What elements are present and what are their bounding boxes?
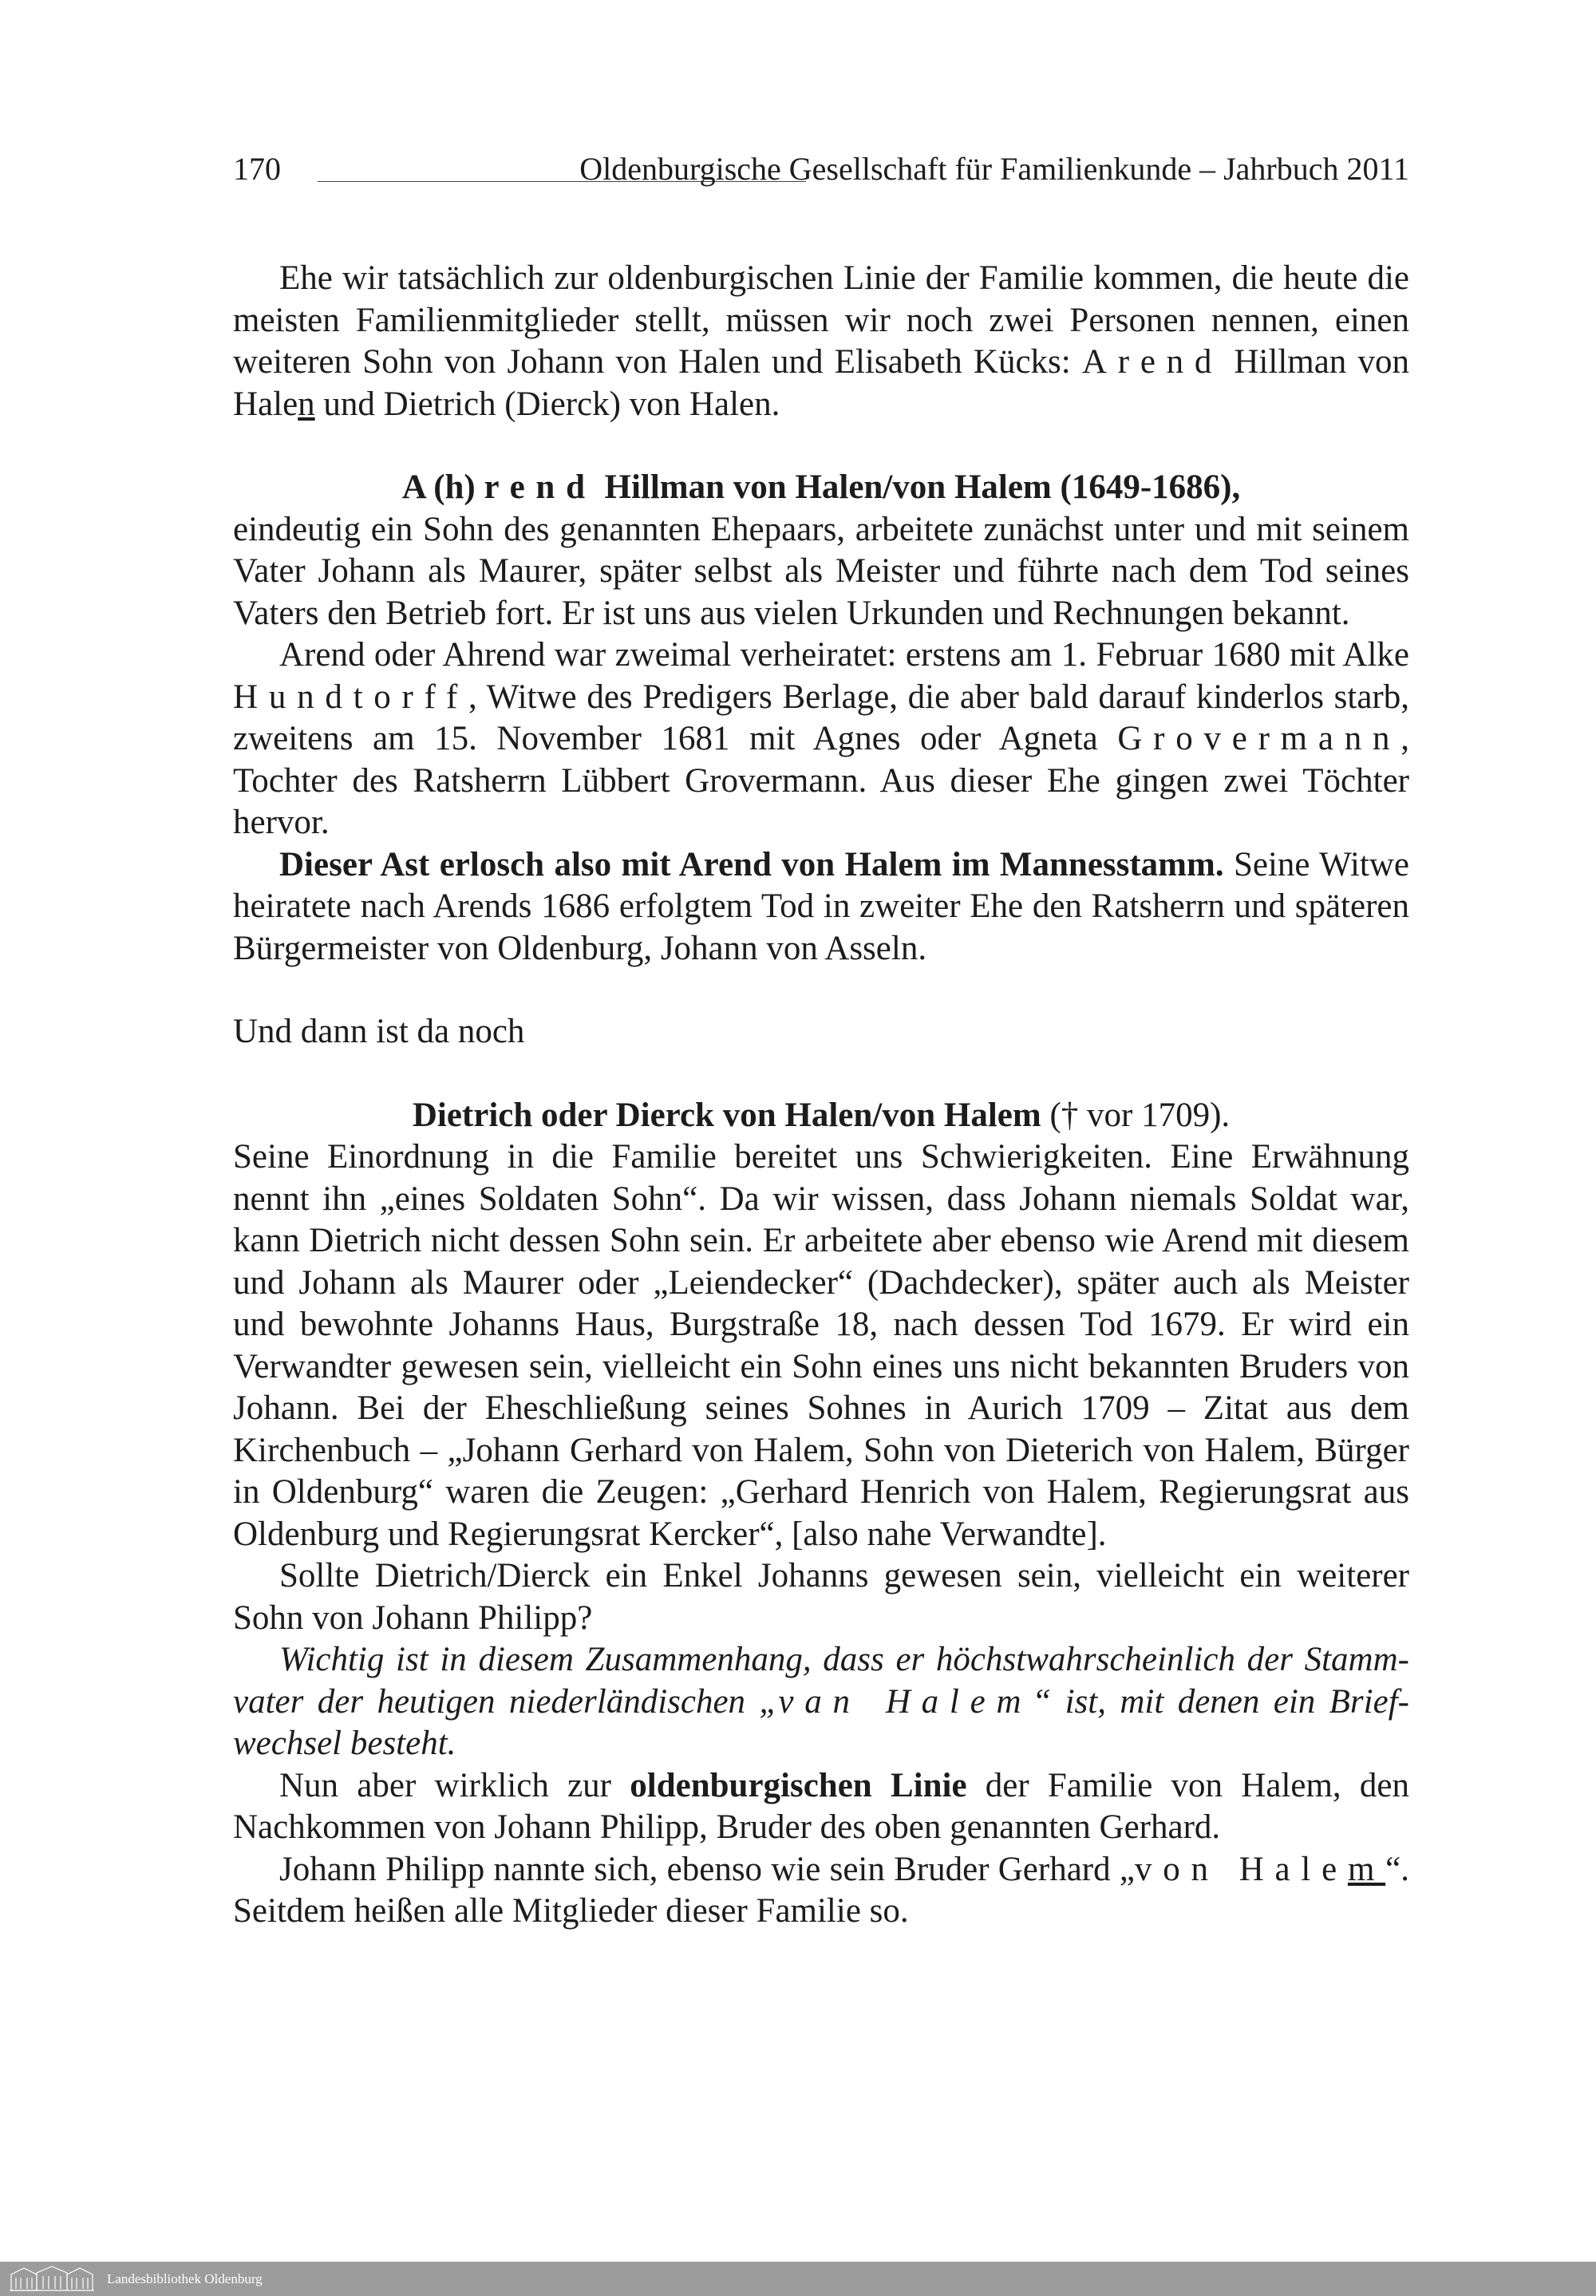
paragraph-text: Johann Philipp nannte sich, ebenso wie sein Bruder Gerhard „ [279, 1850, 1135, 1888]
body-text [233, 258, 1409, 1933]
paragraph-text: Nun aber wirklich zur [279, 1766, 630, 1804]
intro-text: und Dietrich (Dierck) von Halen. [314, 385, 780, 423]
running-header [233, 145, 1409, 193]
paragraph-text: “ ist, mit denen ein Briefwechsel besteht. [233, 1682, 1409, 1762]
paragraph-text: Seine Witwe heiratete nach Arends 1686 erfolgtem Tod in zweiter Ehe den Ratsherrn und späteren Bürgermeister von Oldenburg, Johann von Asseln. [233, 845, 1409, 967]
heading-text: Hillman von Halen/von Halem (1649-1686), [595, 468, 1241, 506]
section-heading-dietrich [233, 1095, 1409, 1137]
bold-statement: Dieser Ast erlosch also mit Arend von Halem im Mannesstamm. [279, 845, 1224, 883]
paragraph-text: , Witwe des Predigers Berlage, die aber bald darauf kinderlos starb, zweitens am 15. November 1681 mit Agnes oder Agneta [233, 678, 1409, 757]
spaced-name: Hundtorff [233, 678, 469, 716]
paragraph-text: “. Seitdem heißen alle Mitglieder dieser Familie so. [233, 1850, 1409, 1930]
section-heading-arend [233, 467, 1409, 509]
heading-text: A (h) [401, 468, 484, 506]
page-number: 170 [233, 151, 281, 187]
intro-paragraph [233, 258, 1409, 425]
paragraph [233, 1765, 1409, 1849]
library-building-icon [8, 2265, 96, 2292]
spaced-name: van Halem [778, 1682, 1033, 1721]
paragraph: Seine Einordnung in die Familie bereitet uns Schwierigkeiten. Eine Erwähnung nennt ihn „eines Soldaten Sohn“. Da wir wissen, dass Johann niemals Soldat war, kann Dietrich nicht dessen Sohn sein. Er arbeitete aber ebenso wie Arend mit diesem und Johann als Maurer oder „Leiendecker“ (Dachdecker), später auch als Meister und bewohnte Johanns Haus, Burgstraße 18, nach dessen Tod 1679. Er wird ein Verwandter gewesen sein, vielleicht ein Sohn eines uns nicht bekannten Bruders von Johann. Bei der Eheschließung seines Sohnes in Aurich 1709 – Zitat aus dem Kirchenbuch – „Johann Gerhard von Halem, Sohn von Dieterich von Halem, Bürger in Oldenburg“ waren die Zeugen: „Gerhard Henrich von Halem, Regierungsrat aus Oldenburg und Regierungsrat Kercker“, [also nahe Verwandte]. [233, 1138, 1409, 1553]
paragraph-text: Arend oder Ahrend war zweimal verheiratet: erstens am 1. Februar 1680 mit Alke [279, 636, 1409, 674]
journal-title: Oldenburgische Gesellschaft für Familienkunde – Jahrbuch 2011 [579, 151, 1409, 187]
spaced-name: von Hale [1134, 1850, 1348, 1888]
paragraph [233, 1849, 1409, 1933]
paragraph [233, 844, 1409, 970]
bold-term: oldenburgischen Linie [630, 1766, 967, 1804]
intro-text: Ehe wir tatsächlich zur oldenburgischen Linie der Familie kommen, die heute die meisten Familienmitglieder stellt, müssen wir noch zwei Personen nennen, einen weiteren Sohn von Johann von Halen und Elisabeth Kücks: [233, 259, 1409, 381]
paragraph-text: Wichtig ist in diesem Zusammenhang, dass er höchstwahrscheinlich der Stammvater der heutigen niederländischen „ [233, 1641, 1409, 1721]
paragraph-text: , Tochter des Ratsherrn Lübbert Grovermann. Aus dieser Ehe gingen zwei Töchter hervor. [233, 720, 1409, 841]
paragraph: Sollte Dietrich/Dierck ein Enkel Johanns gewesen sein, vielleicht ein weiterer Sohn von Johann Philipp? [233, 1557, 1409, 1637]
heading-date: († vor 1709). [1041, 1096, 1231, 1134]
library-footer-bar [0, 2262, 1596, 2296]
intro-text: Hillman von Hale [233, 343, 1409, 423]
italic-paragraph [233, 1639, 1409, 1765]
paragraph-text: der Familie von Halem, den Nachkommen von Johann Philipp, Bruder des oben genannten Gerhard. [233, 1766, 1410, 1846]
spaced-name: Arend [1081, 343, 1223, 381]
paragraph: eindeutig ein Sohn des genannten Ehepaars, arbeitete zunächst unter und mit seinem Vater Johann als Maurer, später selbst als Meister und führte nach dem Tod seines Vaters den Betrieb fort. Er ist uns aus vielen Urkunden und Rechnungen bekannt. [233, 510, 1409, 632]
heading-spaced-name: rend [484, 468, 596, 506]
heading-text: Dietrich oder Dierck von Halen/von Halem [412, 1096, 1041, 1134]
paragraph [233, 634, 1409, 844]
spaced-name: Grovermann [1117, 720, 1401, 757]
underlined-letter: n [298, 385, 315, 423]
library-label: Landesbibliothek Oldenburg [107, 2271, 263, 2286]
transition-line: Und dann ist da noch [233, 1013, 525, 1050]
underlined-letter: m [1347, 1850, 1386, 1888]
